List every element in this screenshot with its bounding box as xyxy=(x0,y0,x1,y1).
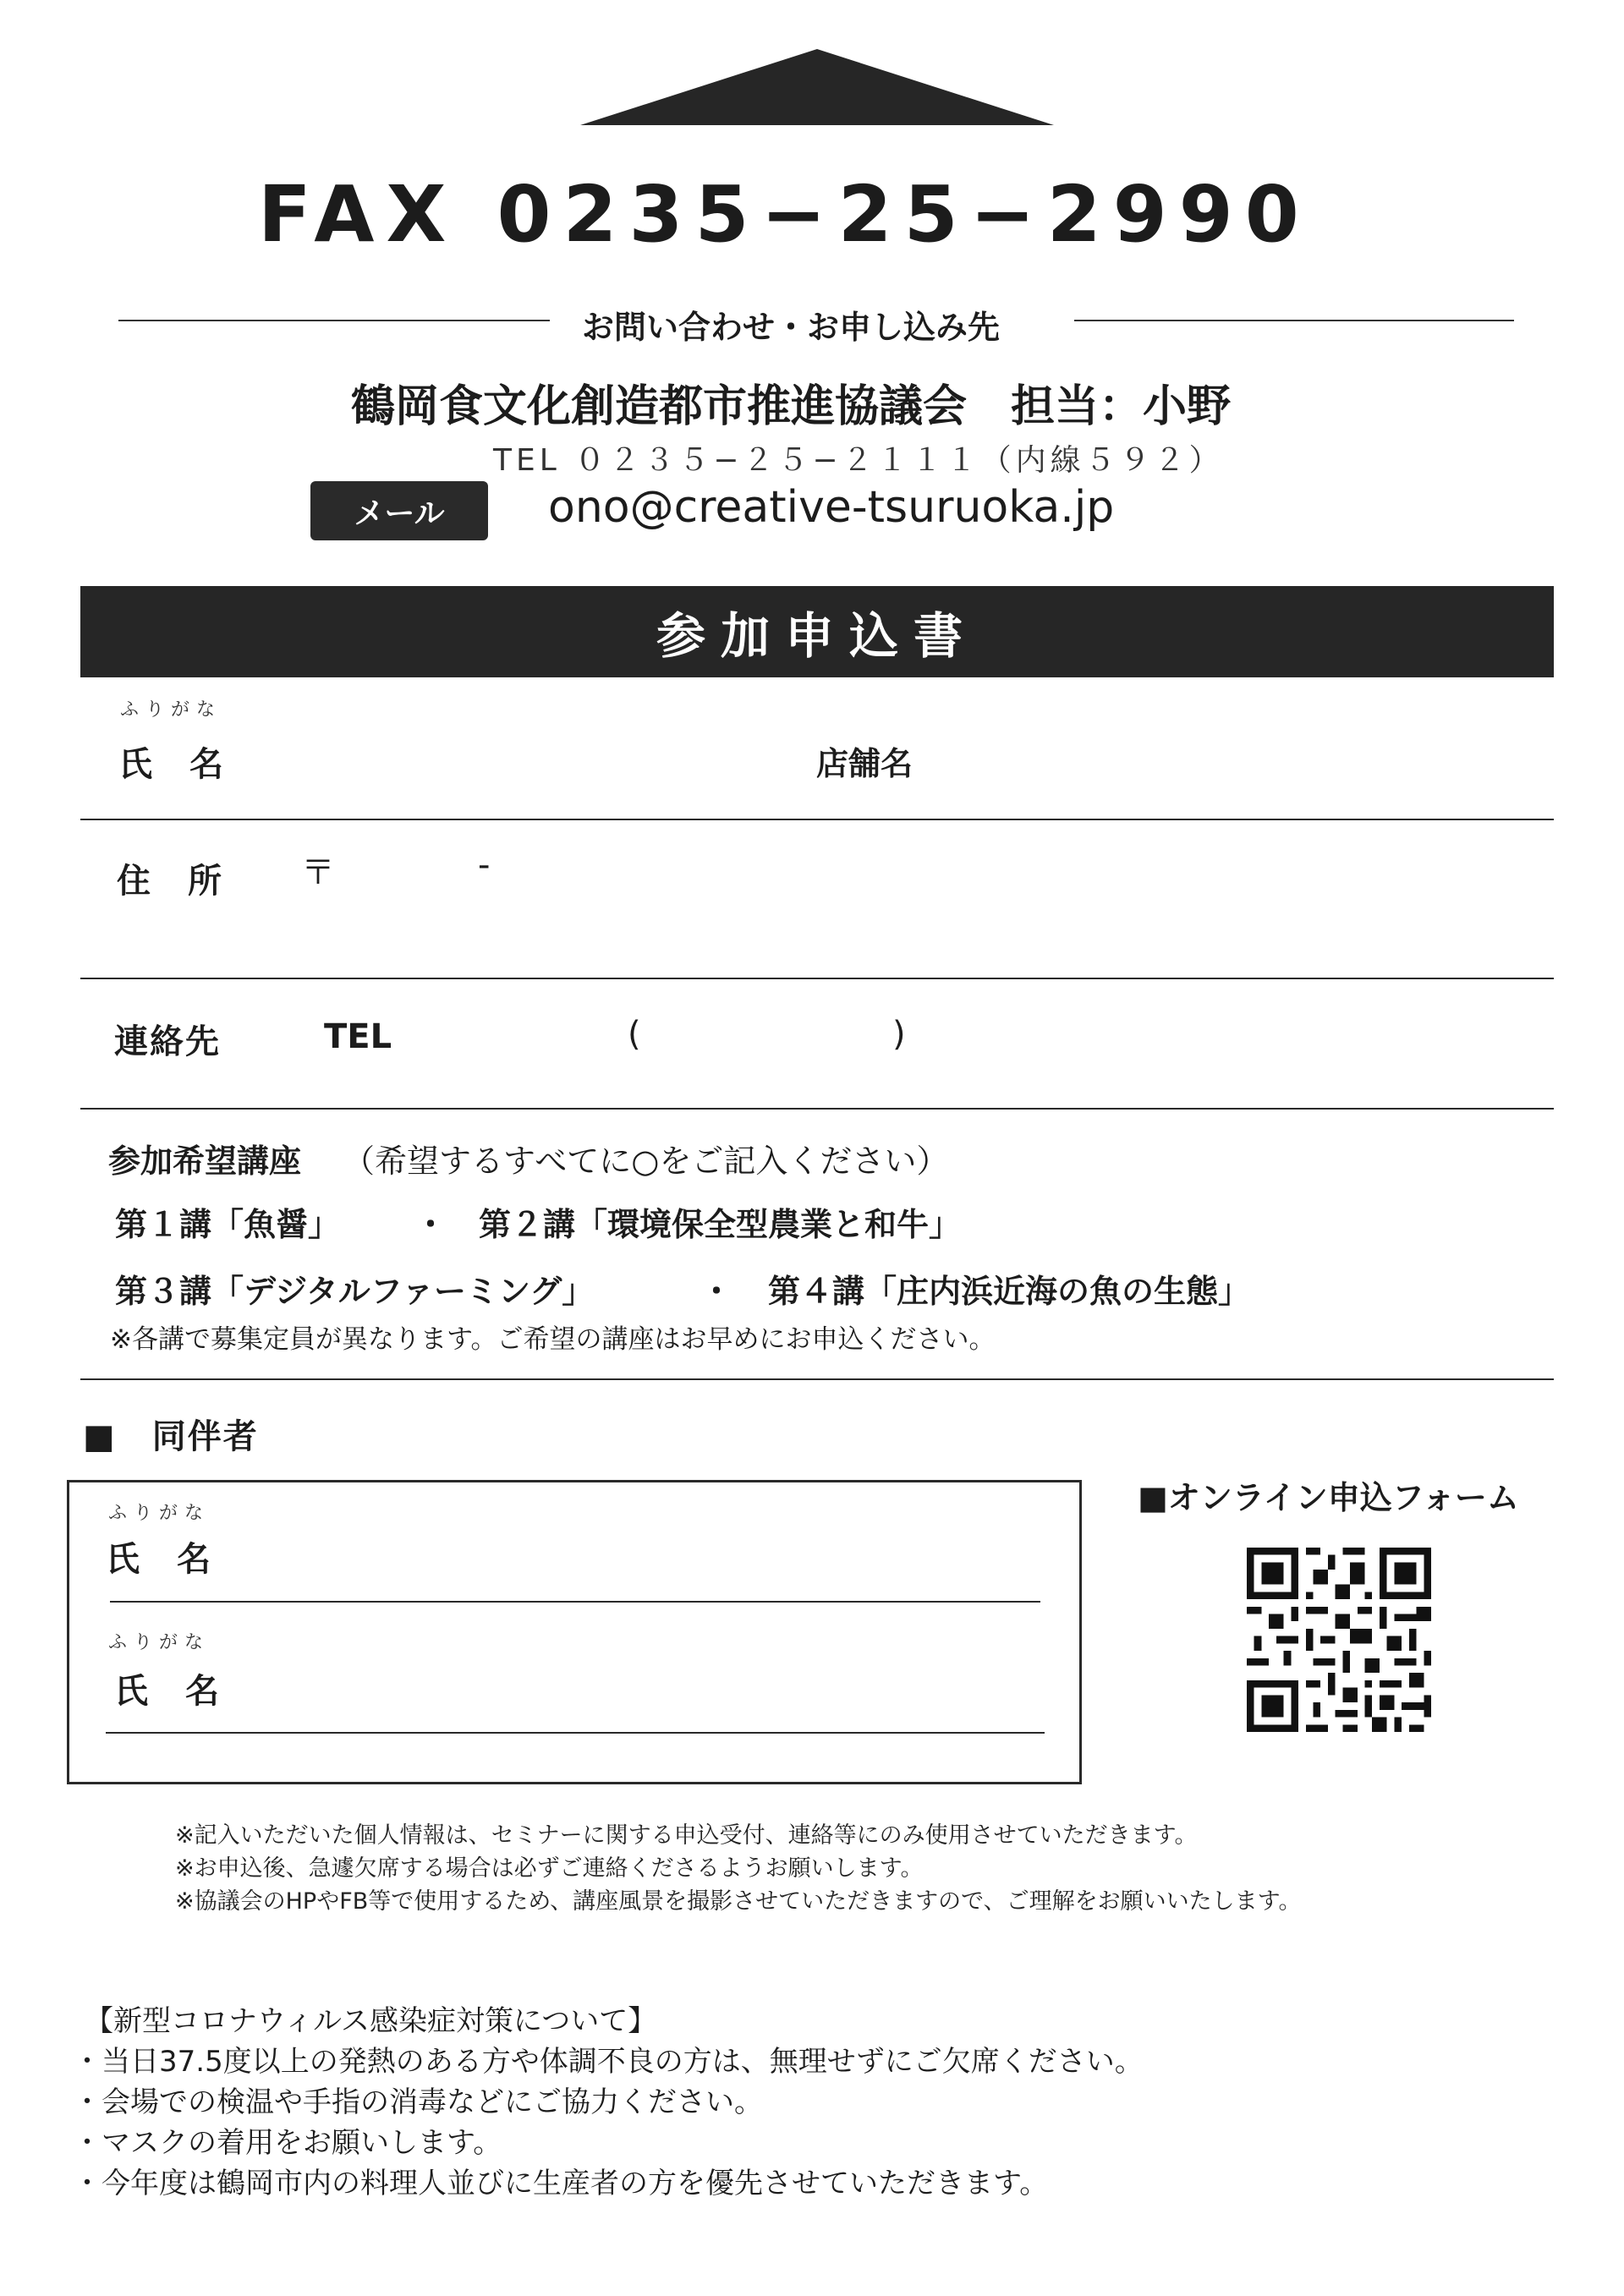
courses-instruction: （希望するすべてに○をご記入ください） xyxy=(343,1143,949,1180)
companion-box xyxy=(67,1480,1082,1784)
up-arrow-icon xyxy=(580,49,1054,125)
name-row-line xyxy=(80,819,1554,820)
organization-name: 鶴岡食文化創造都市推進協議会 担当：小野 xyxy=(351,381,1232,432)
course-2[interactable]: 第２講「環境保全型農業と和牛」 xyxy=(479,1206,962,1243)
companion-name-label-2: 氏 名 xyxy=(114,1672,221,1711)
covid-item-2: ・会場での検温や手指の消毒などにご協力ください。 xyxy=(73,2085,763,2119)
covid-heading: 【新型コロナウィルス感染症対策について】 xyxy=(85,2004,657,2038)
companion-name-line-1[interactable] xyxy=(110,1601,1040,1603)
companion-name-line-2[interactable] xyxy=(106,1732,1045,1734)
note-3: ※協議会のHPやFB等で使用するため、講座風景を撮影させていただきますので、ご理解をお願いいたします。 xyxy=(175,1888,1302,1915)
covid-item-4: ・今年度は鶴岡市内の料理人並びに生産者の方を優先させていただきます。 xyxy=(73,2167,1049,2200)
note-2: ※お申込後、急遽欠席する場合は必ずご連絡くださるようお願いします。 xyxy=(175,1855,924,1882)
form-title: 参加申込書 xyxy=(80,586,1554,677)
postal-dash: - xyxy=(478,846,491,885)
companion-name-label-1: 氏 名 xyxy=(106,1540,212,1579)
name-furigana: ふりがな xyxy=(120,699,222,721)
paren-open: ( xyxy=(628,1015,641,1054)
address-label: 住 所 xyxy=(117,862,223,901)
contact-row-line xyxy=(80,1108,1554,1110)
phone-label: 連絡先 xyxy=(114,1022,221,1061)
store-label: 店舗名 xyxy=(816,745,914,782)
courses-row-line xyxy=(80,1378,1554,1380)
course-4[interactable]: 第４講「庄内浜近海の魚の生態」 xyxy=(768,1273,1251,1310)
divider-left xyxy=(118,320,550,321)
contact-tel: TEL ０２３５−２５−２１１１（内線５９２） xyxy=(493,443,1224,478)
contact-label: お問い合わせ・お申し込み先 xyxy=(582,309,1001,346)
postal-mark: 〒 xyxy=(301,853,335,892)
name-label: 氏 名 xyxy=(118,745,225,784)
divider-right xyxy=(1074,320,1514,321)
contact-email[interactable]: ono@creative-tsuruoka.jp xyxy=(548,482,1115,533)
companion-furigana-1: ふりがな xyxy=(108,1503,211,1524)
courses-heading: 参加希望講座 xyxy=(108,1143,302,1180)
course-separator: ・ xyxy=(414,1206,447,1243)
qr-code-icon[interactable] xyxy=(1247,1548,1431,1732)
mail-badge: メール xyxy=(310,481,488,540)
course-separator: ・ xyxy=(700,1273,733,1310)
paren-close: ) xyxy=(892,1015,906,1054)
covid-item-1: ・当日37.5度以上の発熱のある方や体調不良の方は、無理せずにご欠席ください。 xyxy=(73,2045,1144,2079)
online-form-label: ■オンライン申込フォーム xyxy=(1138,1479,1519,1516)
companion-heading: ■ 同伴者 xyxy=(83,1417,259,1456)
course-1[interactable]: 第１講「魚醤」 xyxy=(115,1206,341,1243)
course-3[interactable]: 第３講「デジタルファーミング」 xyxy=(115,1273,595,1310)
note-1: ※記入いただいた個人情報は、セミナーに関する申込受付、連絡等にのみ使用させていただきます。 xyxy=(175,1822,1198,1849)
address-row-line xyxy=(80,978,1554,979)
courses-note: ※各講で募集定員が異なります。ご希望の講座はお早めにお申込ください。 xyxy=(110,1324,996,1355)
tel-label: TEL xyxy=(324,1017,392,1056)
fax-number: FAX 0235−25−2990 xyxy=(258,169,1311,260)
covid-item-3: ・マスクの着用をお願いします。 xyxy=(73,2126,502,2160)
companion-furigana-2: ふりがな xyxy=(108,1632,211,1653)
